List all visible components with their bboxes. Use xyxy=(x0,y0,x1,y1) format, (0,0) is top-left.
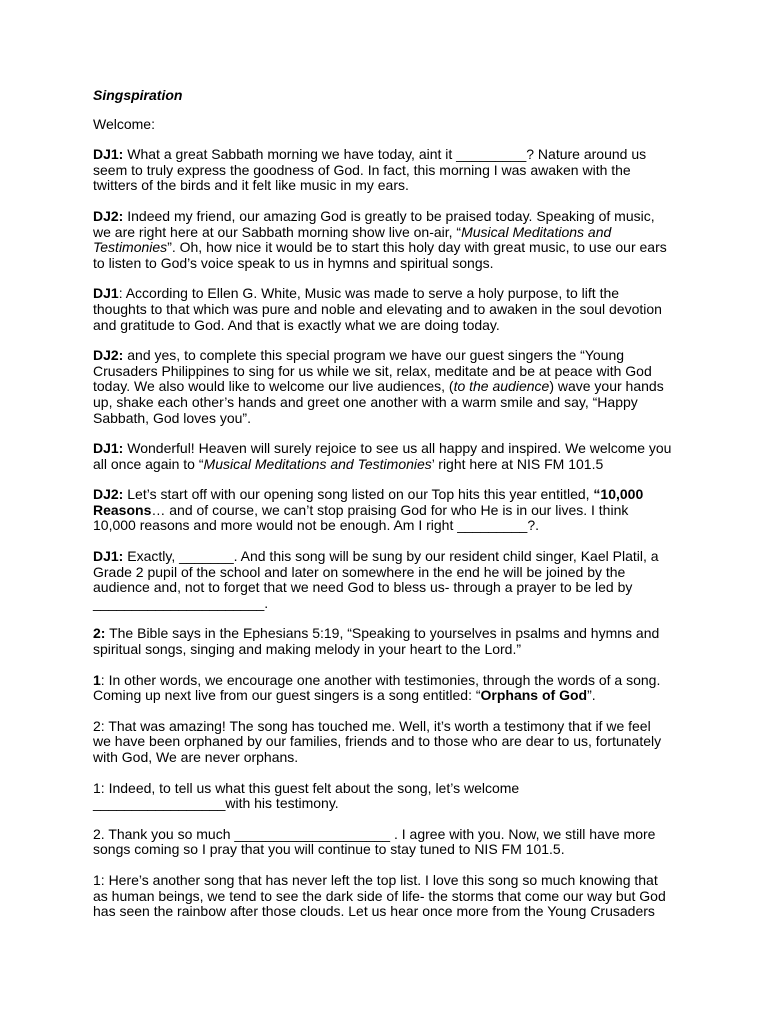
paragraph-text: ”. xyxy=(587,687,596,704)
speaker-label: DJ2: xyxy=(93,486,124,503)
speaker-label: 2: xyxy=(93,625,106,642)
paragraph-1-rainbow: 1: Here’s another song that has never left the top list. I love this song so much knowing that as human beings, we tend to see the dark side of life- the storms that come our way but God has seen the rainbow after those clouds. Let us hear once more from the Young Crusaders xyxy=(93,871,666,920)
paragraph-text: … and of course, we can’t stop praising God for who He is in our lives. I think 10,000 reasons and more would not be enough. Am I right _________?. xyxy=(93,501,629,534)
paragraph-text: Exactly, _______. And this song will be sung by our resident child singer, Kael Platil, a Grade 2 pupil of the school and later on somewhere in the end he will be joined by the audience and, not to forget that we need God to bless us- through a prayer to be led by ______________________. xyxy=(93,548,659,611)
paragraph-dj2-guests xyxy=(93,348,672,426)
paragraph-dj1-child-singer xyxy=(93,549,672,611)
paragraph-dj1-ellen-white xyxy=(93,286,672,333)
paragraph-text: Wonderful! Heaven will surely rejoice to see us all happy and inspired. We welcome you all once again to “ xyxy=(93,440,672,472)
speaker-label: DJ2: xyxy=(93,207,124,224)
paragraph-text: ’ right here at NIS FM 101.5 xyxy=(431,455,604,472)
paragraph-dj2-opening-song xyxy=(93,487,672,534)
paragraph-2-thank-you: 2. Thank you so much ____________________ . I agree with you. Now, we still have more songs coming so I pray that you will continue to stay tuned to NIS FM 101.5. xyxy=(93,825,656,858)
speaker-label: DJ1: xyxy=(93,146,124,163)
paragraph-2-ephesians xyxy=(93,626,672,657)
document-title: Singspiration xyxy=(93,87,183,103)
paragraph-text: : In other words, we encourage one another with testimonies, through the words of a song. Coming up next live from our guest singers is a song entitled: “ xyxy=(93,671,661,704)
stage-direction: to the audience xyxy=(453,378,550,395)
paragraph-dj2-intro xyxy=(93,209,672,271)
paragraph-2-amazing: 2: That was amazing! The song has touched me. Well, it’s worth a testimony that if we feel we have been orphaned by our families, friends and to those who are dear to us, fortunately with God, We are never orphans. xyxy=(93,717,662,765)
paragraph-text: Let’s start off with our opening song listed on our Top hits this year entitled, xyxy=(123,486,594,503)
paragraph-dj1-intro xyxy=(93,147,672,194)
paragraph-1-orphans xyxy=(93,673,672,704)
paragraph-text: : According to Ellen G. White, Music was made to serve a holy purpose, to lift the thoughts to that which was pure and noble and elevating and to awaken in the soul devotion and gratitude to God. And that is exactly what we are doing today. xyxy=(93,285,662,333)
paragraph-text: The Bible says in the Ephesians 5:19, “Speaking to yourselves in psalms and hymns and spiritual songs, singing and making melody in your heart to the Lord.” xyxy=(93,625,660,658)
song-title: Orphans of God xyxy=(480,687,588,704)
paragraph-text: and yes, to complete this special program we have our guest singers the “Young Crusaders Philippines to sing for us while we sit, relax, meditate and be at peace with God today. We also would like to welcome our live audiences, ( xyxy=(93,347,652,395)
paragraph-1-testimony: 1: Indeed, to tell us what this guest felt about the song, let’s welcome _________________with his testimony. xyxy=(93,779,520,812)
speaker-label: DJ1 xyxy=(93,285,119,302)
paragraph-text: ”. Oh, how nice it would be to start this holy day with great music, to use our ears to listen to God’s voice speak to us in hymns and spiritual songs. xyxy=(93,239,667,271)
speaker-label: DJ2: xyxy=(93,347,124,364)
song-title: “10,000 Reasons xyxy=(93,486,644,518)
speaker-label: DJ1: xyxy=(93,440,124,457)
paragraph-text: ) wave your hands up, shake each other’s hands and greet one another with a warm smile and say, “Happy Sabbath, God loves you”. xyxy=(93,378,664,426)
show-name: Musical Meditations and Testimonies xyxy=(93,223,612,256)
paragraph-text: Indeed my friend, our amazing God is greatly to be praised today. Speaking of music, we are right here at our Sabbath morning show live on-air, “ xyxy=(93,207,655,240)
paragraph-dj1-welcome xyxy=(93,441,672,472)
speaker-label: 1 xyxy=(93,671,101,688)
show-name: Musical Meditations and Testimonies xyxy=(203,455,432,472)
welcome-line: Welcome: xyxy=(93,115,155,132)
paragraph-text: What a great Sabbath morning we have today, aint it _________? Nature around us seem to truly express the goodness of God. In fact, this morning I was awaken with the twitters of the birds and it felt like music in my ears. xyxy=(93,146,647,194)
speaker-label: DJ1: xyxy=(93,548,124,565)
